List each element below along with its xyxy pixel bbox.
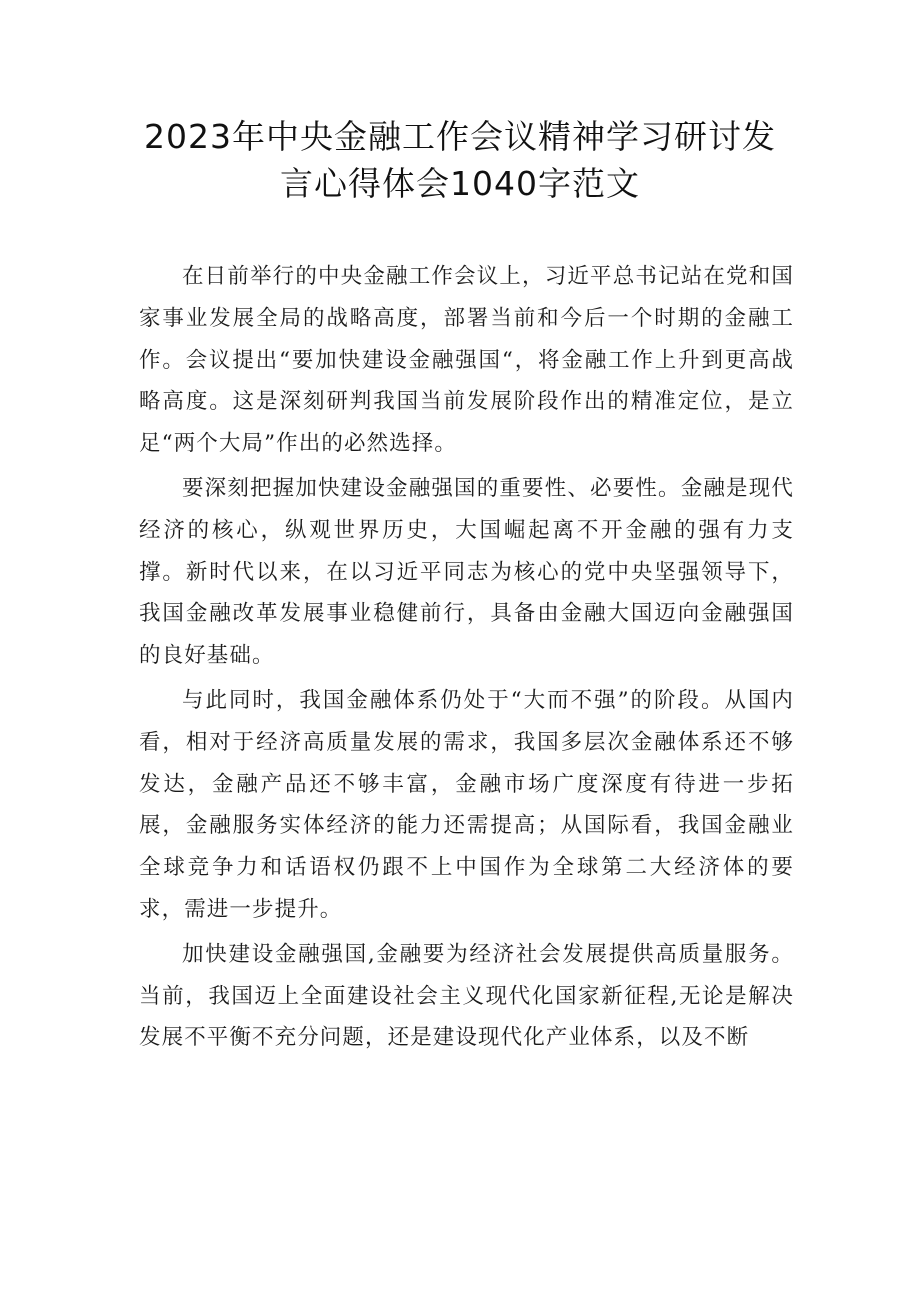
paragraph-4: 加快建设金融强国,金融要为经济社会发展提供高质量服务。当前，我国迈上全面建设社会主义现代化国家新征程,无论是解决发展不平衡不充分问题，还是建设现代化产业体系，以及不断 (139, 941, 794, 1051)
document-body (139, 256, 794, 1062)
paragraph-2: 要深刻把握加快建设金融强国的重要性、必要性。金融是现代经济的核心，纵观世界历史，大国崛起离不开金融的强有力支撑。新时代以来，在以习近平同志为核心的党中央坚强领导下，我国金融改革发展事业稳健前行，具备由金融大国迈向金融强国的良好基础。 (139, 475, 794, 669)
document-title (120, 113, 800, 207)
title-line-2: 言心得体会1040字范文 (280, 164, 640, 203)
title-line-1: 2023年中央金融工作会议精神学习研讨发 (144, 117, 776, 156)
paragraph-1: 在日前举行的中央金融工作会议上，习近平总书记站在党和国家事业发展全局的战略高度，部署当前和今后一个时期的金融工作。会议提出“要加快建设金融强国“，将金融工作上升到更高战略高度。这是深刻研判我国当前发展阶段作出的精准定位，是立足“两个大局”作出的必然选择。 (139, 264, 794, 457)
paragraph-3: 与此同时，我国金融体系仍处于“大而不强”的阶段。从国内看，相对于经济高质量发展的需求，我国多层次金融体系还不够发达，金融产品还不够丰富，金融市场广度深度有待进一步拓展，金融服务实体经济的能力还需提高；从国际看，我国金融业全球竞争力和话语权仍跟不上中国作为全球第二大经济体的要求，需进一步提升。 (139, 687, 794, 922)
